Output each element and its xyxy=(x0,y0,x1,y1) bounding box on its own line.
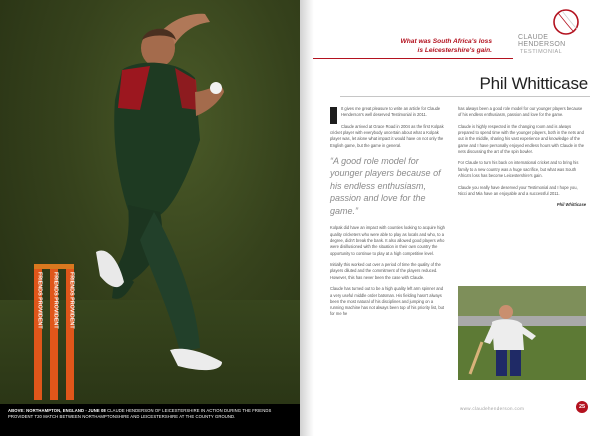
inset-photo xyxy=(458,286,586,380)
bowler-photo xyxy=(0,0,300,404)
col2-paragraph-3: For Claude to turn his back on international cricket and to bring his family to a new country was a huge sacrifice, but what was South Africa's loss has become Leicestershire's gain. xyxy=(458,160,579,179)
stumps xyxy=(34,264,74,400)
col1-paragraph-3: Kolpak did have an impact with counties looking to acquire high quality cricketers who were able to play as locals and who, to a degree, didn't break the bank. It also allowed good players who were disillusioned with the situation in their own country the opportunity to continue to play at a high competitive level. xyxy=(330,225,445,256)
stump-label-3: FRIENDS PROVIDENT xyxy=(68,272,75,329)
col1-paragraph-1: It gives me great pleasure to write an article for Claude Henderson's well deserved Testimonial in 2011. xyxy=(341,106,441,118)
author-signature: Phil Whitticase xyxy=(556,202,586,208)
footer-website: www.claudehenderson.com xyxy=(460,406,525,411)
headline-line2: is Leicestershire's gain. xyxy=(417,46,492,54)
logo-line1: CLAUDE xyxy=(518,34,549,41)
article-title: Phil Whitticase xyxy=(479,74,588,93)
right-page-article xyxy=(300,0,600,436)
testimonial-logo xyxy=(514,6,584,56)
photo-caption xyxy=(0,404,300,436)
caption-text: CLAUDE HENDERSON OF LEICESTERSHIRE IN ACTION DURING THE FRIENDS PROVIDENT T20 MATCH BETWEEN NORTHAMPTONSHIRE AND LEICESTERSHIRE AT THE COUNTY GROUND. xyxy=(8,408,272,419)
col2-paragraph-2: Claude is highly respected in the changing room and is always prepared to spend time with the younger players, both in the nets and out in the middle, sharing his vast experience and knowledge of the game and I have personally enjoyed endless hours with Claude in the nets discussing the art of the spin bowler. xyxy=(458,123,585,154)
page-number-badge: 25 xyxy=(576,401,588,413)
coach-photo xyxy=(458,286,586,380)
pull-quote: “A good role model for younger players because of his endless enthusiasm, passion and love for the game.” xyxy=(330,155,441,216)
headline-rule xyxy=(313,58,513,59)
dropcap-block xyxy=(330,107,337,124)
stump-label-1: FRIENDS PROVIDENT xyxy=(36,272,43,329)
col1-paragraph-2: Claude arrived at Grace Road in 2004 as the first Kolpak cricket player with everybody uncertain about what a Kolpak player was, let alone what impact it would have on not only the English game, but the game in general. xyxy=(330,123,444,148)
cricket-ball-logo-icon xyxy=(514,6,584,36)
col2-paragraph-4: Claude you really have deserved your Testimonial and I hope you, Nicci and Mia have an enjoyable and a successful 2011. xyxy=(458,184,578,196)
headline-line1: What was South Africa's loss xyxy=(400,38,492,45)
logo-line3: TESTIMONIAL xyxy=(520,49,563,55)
bowler-figure xyxy=(96,14,224,370)
cricket-ball xyxy=(210,82,222,94)
title-divider xyxy=(340,96,590,97)
col1-paragraph-4: Initially this worked out over a period of time the quality of the players diluted and the commitment of the players reduced. However, this has never been the case with Claude. xyxy=(330,262,441,280)
stump-label-2: FRIENDS PROVIDENT xyxy=(52,272,59,329)
article-column-2 xyxy=(458,106,586,214)
caption-lead: ABOVE: NORTHAMPTON, ENGLAND - JUNE 08 xyxy=(8,408,106,413)
article-column-1 xyxy=(330,106,445,323)
col1-paragraph-5: Claude has turned out to be a high quality left arm spinner and a very useful middle order batsman. His fielding hasn't always been the most natural of his disciplines and jumping on a running machine has not always been top of his priority list, but for me he xyxy=(330,286,445,317)
logo-line2: HENDERSON xyxy=(518,41,566,48)
article-headline xyxy=(342,38,492,55)
col2-paragraph-1: has always been a good role model for our younger players because of his endless enthusiasm, passion and love for the game. xyxy=(458,106,583,118)
